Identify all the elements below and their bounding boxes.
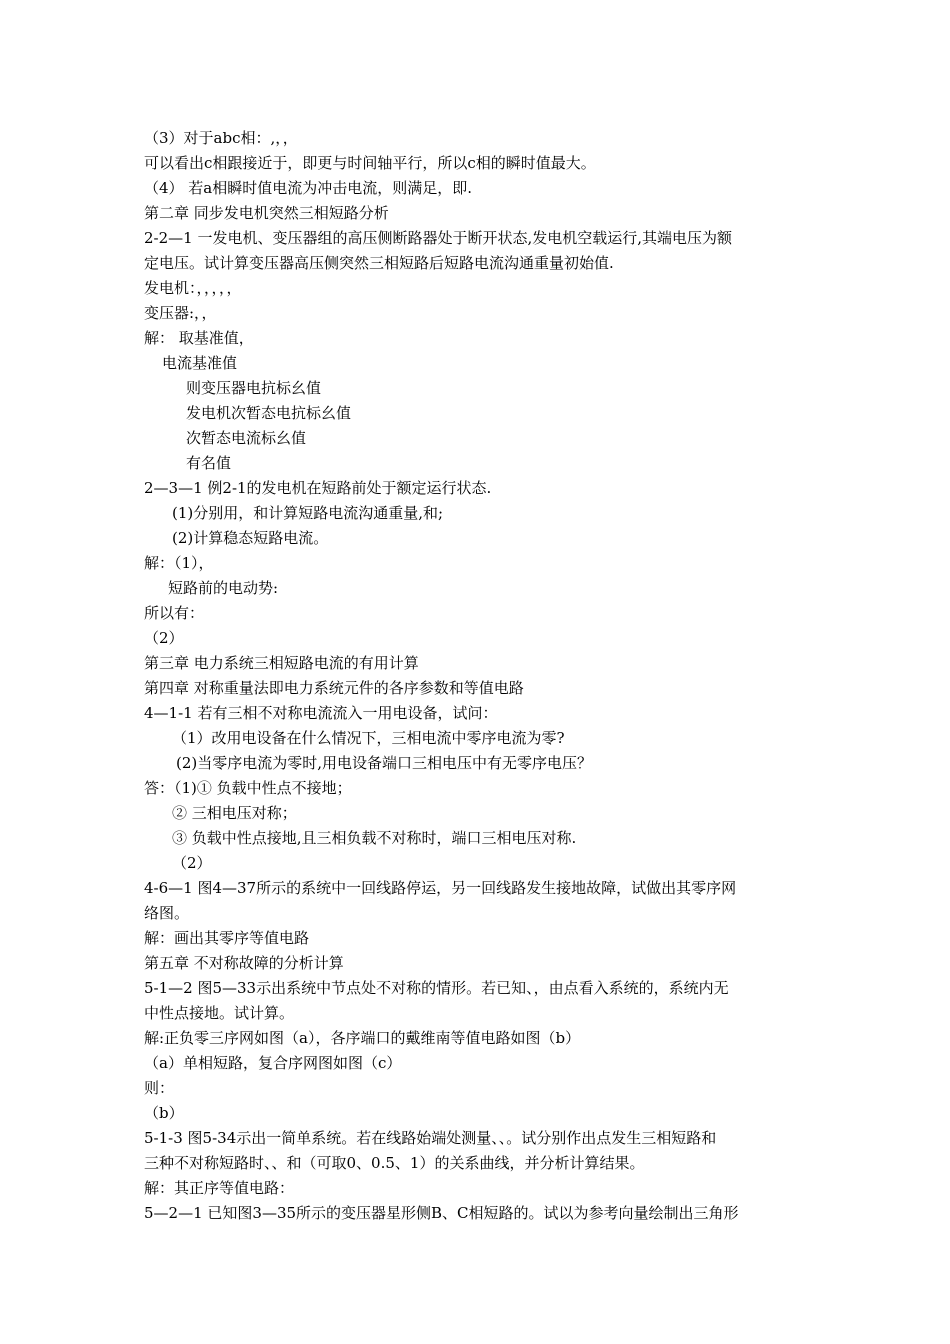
problem-text: 三种不对称短路时、、和（可取0、0.5、1）的关系曲线，并分析计算结果。: [144, 1154, 645, 1172]
chapter-heading: 第二章 同步发电机突然三相短路分析: [144, 204, 389, 222]
text-line: 则：: [144, 1079, 175, 1097]
text-line: （2）: [172, 854, 212, 872]
problem-text: 5-1—2 图5—33示出系统中节点处不对称的情形。若已知、，由点看入系统的，系统内无: [144, 979, 729, 997]
text-line: 发电机次暂态电抗标幺值: [186, 404, 352, 422]
text-line: 可以看出c相跟接近于，即更与时间轴平行，所以c相的瞬时值最大。: [144, 154, 596, 172]
solution-label: 解： 取基准值，: [144, 329, 254, 347]
solution-label: 解：其正序等值电路：: [144, 1179, 295, 1197]
text-line: (2)当零序电流为零时,用电设备端口三相电压中有无零序电压？: [176, 754, 593, 772]
text-line: 所以有：: [144, 604, 205, 622]
text-line: ③ 负载中性点接地,且三相负载不对称时，端口三相电压对称.: [172, 829, 577, 847]
problem-text: 中性点接地。试计算。: [144, 1004, 295, 1022]
text-line: 电流基准值: [162, 354, 238, 372]
problem-text: 2-2—1 一发电机、变压器组的高压侧断路器处于断开状态,发电机空载运行,其端电压为额: [144, 229, 733, 247]
text-line: （a）单相短路，复合序网图如图（c）: [144, 1054, 402, 1072]
text-line: 次暂态电流标幺值: [186, 429, 307, 447]
solution-label: 解:正负零三序网如图（a），各序端口的戴维南等值电路如图（b）: [144, 1029, 581, 1047]
text-line: 变压器:，，: [144, 304, 217, 322]
chapter-heading: 第五章 不对称故障的分析计算: [144, 954, 344, 972]
problem-text: 定电压。试计算变压器高压侧突然三相短路后短路电流沟通重量初始值.: [144, 254, 614, 272]
text-line: （3）对于abc相：,，，: [144, 129, 298, 147]
answer-label: 答：（1)① 负载中性点不接地；: [144, 779, 352, 797]
text-line: 短路前的电动势:: [168, 579, 279, 597]
text-line: （2）: [144, 629, 184, 647]
text-line: 发电机：，，，，，: [144, 279, 242, 297]
chapter-heading: 第四章 对称重量法即电力系统元件的各序参数和等值电路: [144, 679, 524, 697]
text-line: （b）: [144, 1104, 184, 1122]
solution-label: 解：画出其零序等值电路: [144, 929, 310, 947]
solution-label: 解：（1），: [144, 554, 214, 572]
problem-text: 5—2—1 已知图3—35所示的变压器星形侧B、C相短路的。试以为参考向量绘制出三角形: [144, 1204, 739, 1222]
text-line: ② 三相电压对称；: [172, 804, 297, 822]
problem-text: 4-6—1 图4—37所示的系统中一回线路停运，另一回线路发生接地故障，试做出其零序网: [144, 879, 737, 897]
problem-text: 4—1-1 若有三相不对称电流流入一用电设备，试问：: [144, 704, 498, 722]
text-line: (2)计算稳态短路电流。: [172, 529, 329, 547]
text-line: （4） 若a相瞬时值电流为冲击电流，则满足，即.: [144, 179, 473, 197]
problem-text: 5-1-3 图5-34示出一简单系统。若在线路始端处测量、、。试分别作出点发生三相短路和: [144, 1129, 717, 1147]
text-line: 则变压器电抗标幺值: [186, 379, 322, 397]
problem-text: 2—3—1 例2-1的发电机在短路前处于额定运行状态.: [144, 479, 492, 497]
chapter-heading: 第三章 电力系统三相短路电流的有用计算: [144, 654, 419, 672]
problem-text: 络图。: [144, 904, 190, 922]
text-line: 有名值: [186, 454, 232, 472]
text-line: （1）改用电设备在什么情况下，三相电流中零序电流为零?: [172, 729, 565, 747]
text-line: (1)分别用，和计算短路电流沟通重量,和;: [172, 504, 444, 522]
